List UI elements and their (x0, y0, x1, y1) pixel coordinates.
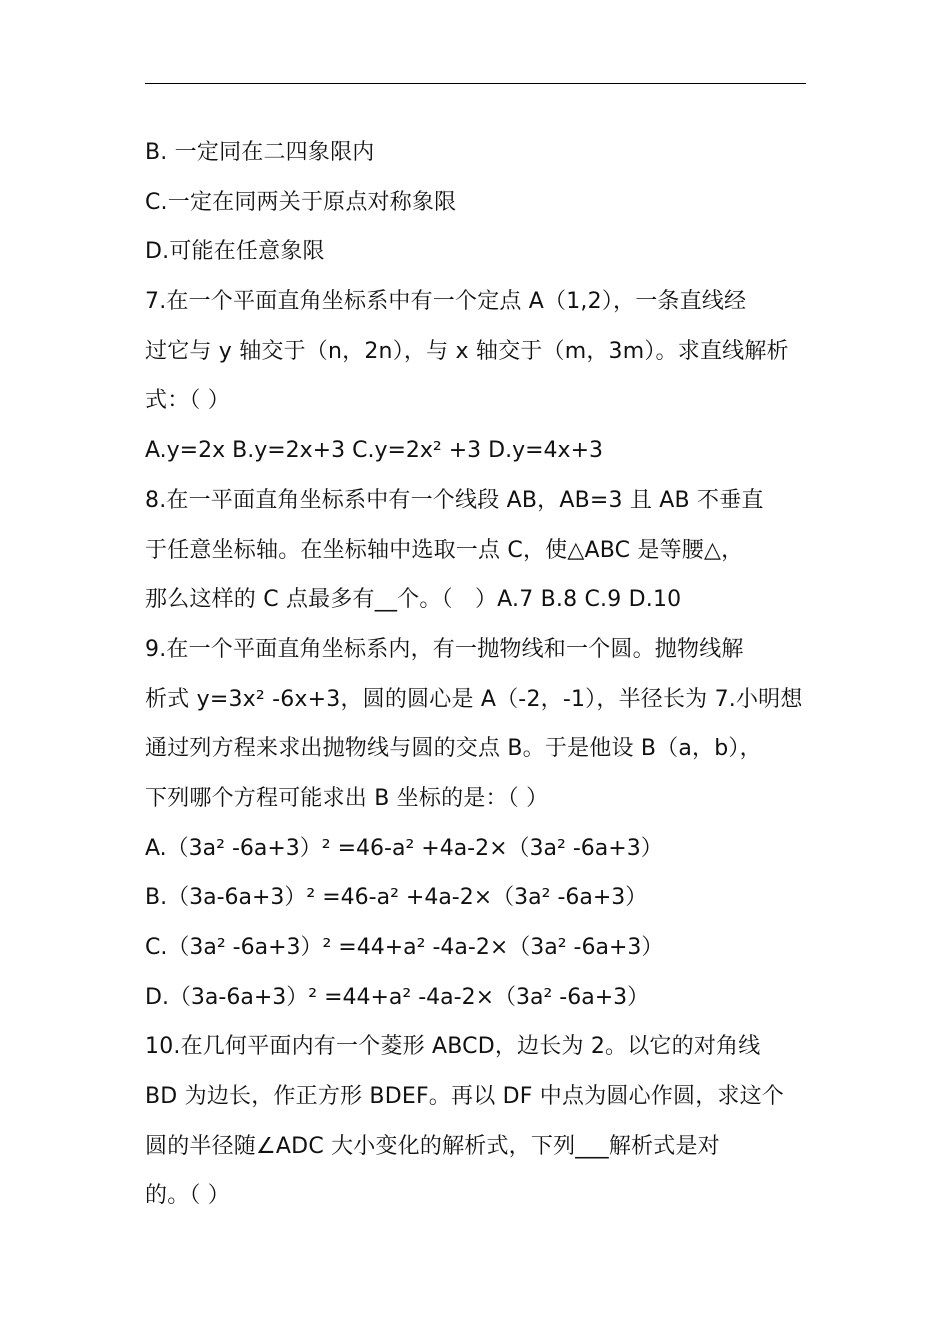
question-7-line-3: 式：（ ） (145, 388, 230, 414)
question-8-line-2: 于任意坐标轴。在坐标轴中选取一点 C，使△ABC 是等腰△， (145, 537, 744, 563)
question-9-line-4: 下列哪个方程可能求出 B 坐标的是：（ ） (145, 785, 549, 811)
question-10-line-2: BD 为边长，作正方形 BDEF。再以 DF 中点为圆心作圆，求这个 (145, 1084, 784, 1110)
question-8-line-3: 那么这样的 C 点最多有__个。（ ）A.7 B.8 C.9 D.10 (145, 587, 682, 613)
question-7-line-1: 7.在一个平面直角坐标系中有一个定点 A（1,2），一条直线经 (145, 289, 747, 315)
question-9-option-c: C.（3a² -6a+3）² =44+a² -4a-2×（3a² -6a+3） (145, 935, 664, 960)
header-rule (145, 83, 806, 84)
question-8-line-1: 8.在一平面直角坐标系中有一个线段 AB，AB=3 且 AB 不垂直 (145, 487, 764, 513)
option-b-q6: B. 一定同在二四象限内 (145, 140, 375, 165)
question-9-line-3: 通过列方程来求出抛物线与圆的交点 B。于是他设 B（a，b）， (145, 736, 762, 762)
question-9-option-d: D.（3a-6a+3）² =44+a² -4a-2×（3a² -6a+3） (145, 984, 650, 1010)
question-10-line-4: 的。（ ） (145, 1183, 230, 1209)
question-7-options: A.y=2x B.y=2x+3 C.y=2x² +3 D.y=4x+3 (145, 438, 603, 464)
option-d-q6: D.可能在任意象限 (145, 239, 325, 265)
question-10-line-1: 10.在几何平面内有一个菱形 ABCD，边长为 2。以它的对角线 (145, 1034, 761, 1060)
question-9-option-b: B.（3a-6a+3）² =46-a² +4a-2×（3a² -6a+3） (145, 885, 648, 911)
option-c-q6: C.一定在同两关于原点对称象限 (145, 189, 457, 215)
question-9-line-1: 9.在一个平面直角坐标系内，有一抛物线和一个圆。抛物线解 (145, 636, 744, 662)
document-body (145, 128, 810, 1221)
question-7-line-2: 过它与 y 轴交于（n，2n），与 x 轴交于（m，3m）。求直线解析 (145, 338, 789, 364)
question-9-line-2: 析式 y=3x² -6x+3，圆的圆心是 A（-2，-1），半径长为 7.小明想 (145, 686, 803, 712)
question-10-line-3: 圆的半径随∠ADC 大小变化的解析式，下列___解析式是对 (145, 1133, 720, 1159)
question-9-option-a: A.（3a² -6a+3）² =46-a² +4a-2×（3a² -6a+3） (145, 835, 663, 861)
